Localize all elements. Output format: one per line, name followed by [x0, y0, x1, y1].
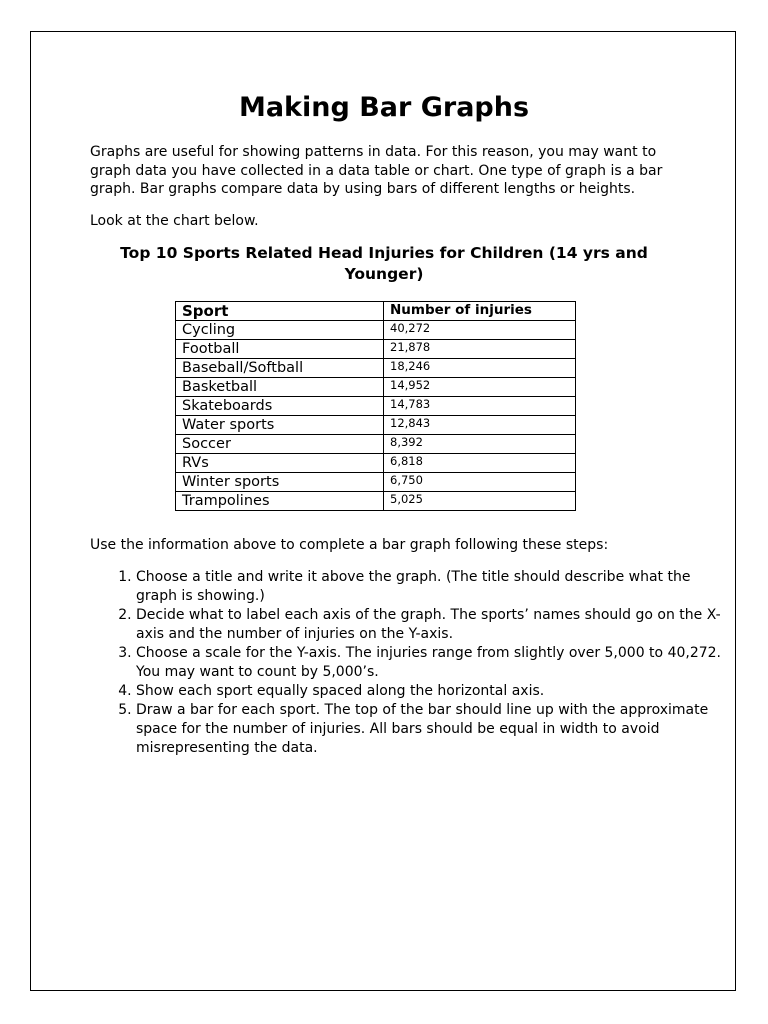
injuries-cell: 8,392	[384, 435, 576, 454]
sport-cell: Football	[176, 340, 384, 359]
injuries-cell: 5,025	[384, 492, 576, 511]
injuries-cell: 12,843	[384, 416, 576, 435]
injuries-cell: 40,272	[384, 321, 576, 340]
table-row	[176, 359, 576, 378]
table-row	[176, 378, 576, 397]
table-row	[176, 473, 576, 492]
step-item: 5. Draw a bar for each sport. The top of the bar should line up with the approximate space for the number of injuries. All bars should be equal in width to avoid misrepresenting the data.	[136, 701, 726, 758]
steps-list	[90, 568, 726, 758]
step-item: 4. Show each sport equally spaced along the horizontal axis.	[136, 682, 726, 701]
page-title: Making Bar Graphs	[238, 92, 530, 123]
header-sport: Sport	[176, 302, 384, 321]
injuries-cell: 6,750	[384, 473, 576, 492]
header-injuries: Number of injuries	[384, 302, 576, 321]
sport-cell: Basketball	[176, 378, 384, 397]
sport-cell: RVs	[176, 454, 384, 473]
step-item: 3. Choose a scale for the Y-axis. The injuries range from slightly over 5,000 to 40,272. You may want to count by 5,000’s.	[136, 644, 726, 682]
injuries-cell: 21,878	[384, 340, 576, 359]
injuries-cell: 18,246	[384, 359, 576, 378]
injuries-cell: 14,783	[384, 397, 576, 416]
sport-cell: Water sports	[176, 416, 384, 435]
look-paragraph: Look at the chart below.	[90, 213, 259, 229]
table-row	[176, 454, 576, 473]
table-title: Top 10 Sports Related Head Injuries for Children (14 yrs and Younger)	[120, 244, 648, 283]
injuries-cell: 14,952	[384, 378, 576, 397]
sport-cell: Skateboards	[176, 397, 384, 416]
table-row	[176, 492, 576, 511]
step-item: 1. Choose a title and write it above the graph. (The title should describe what the graph is showing.)	[136, 568, 726, 606]
table-row	[176, 435, 576, 454]
sport-cell: Winter sports	[176, 473, 384, 492]
sport-cell: Baseball/Softball	[176, 359, 384, 378]
step-item: 2. Decide what to label each axis of the graph. The sports’ names should go on the X-axis and the number of injuries on the Y-axis.	[136, 606, 726, 644]
table-row	[176, 416, 576, 435]
sport-cell: Trampolines	[176, 492, 384, 511]
injuries-cell: 6,818	[384, 454, 576, 473]
table-row	[176, 321, 576, 340]
table-row	[176, 397, 576, 416]
injuries-table	[175, 301, 576, 511]
sport-cell: Soccer	[176, 435, 384, 454]
instructions-intro: Use the information above to complete a bar graph following these steps:	[90, 537, 609, 553]
intro-paragraph: Graphs are useful for showing patterns in data. For this reason, you may want to graph data you have collected in a data table or chart. One type of graph is a bar graph. Bar graphs compare data by using bars of different lengths or heights.	[90, 144, 663, 197]
table-header-row	[176, 302, 576, 321]
table-row	[176, 340, 576, 359]
sport-cell: Cycling	[176, 321, 384, 340]
